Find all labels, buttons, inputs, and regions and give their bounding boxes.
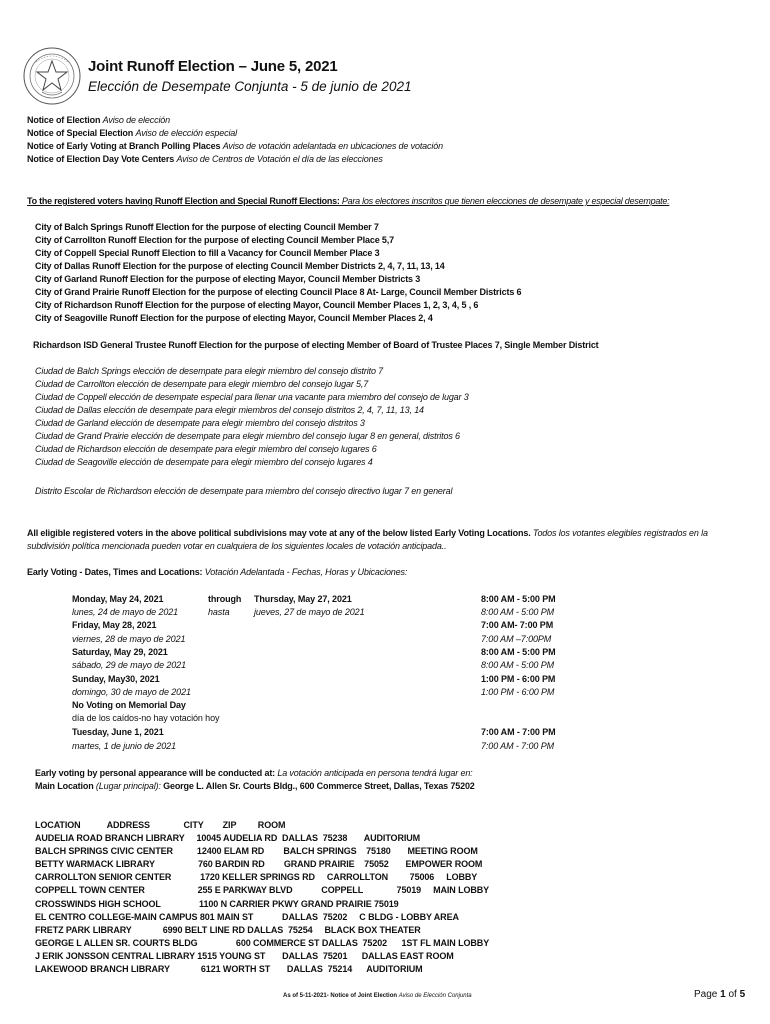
election-item: City of Carrollton Runoff Election for the purpose of electing Council Member Place 5,7 <box>35 235 394 245</box>
election-item-spanish: Ciudad de Garland elección de desempate para elegir miembro del consejo distritos 3 <box>35 418 365 428</box>
schedule-date-spanish: lunes, 24 de mayo de 2021 <box>72 607 179 617</box>
schedule-hours: 7:00 AM - 7:00 PM <box>481 727 556 737</box>
election-item-spanish: Ciudad de Dallas elección de desempate para elegir miembros del consejo distritos 2, 4, 7, 11, 13, 14 <box>35 405 424 415</box>
isd-election: Richardson ISD General Trustee Runoff Election for the purpose of electing Member of Board of Trustee Places 7, Single Member District <box>33 340 599 350</box>
memorial-day-note: No Voting on Memorial Day <box>72 700 186 710</box>
location-row: CROSSWINDS HIGH SCHOOL 1100 N CARRIER PKWY GRAND PRAIRIE 75019 <box>35 899 399 909</box>
election-item: City of Richardson Runoff Election for the purpose of electing Mayor, Council Member Places 1, 2, 3, 4, 5 , 6 <box>35 300 479 310</box>
schedule-through-spanish: hasta <box>208 607 230 617</box>
page-title-spanish: Elección de Desempate Conjunta - 5 de junio de 2021 <box>88 79 412 94</box>
locations-header: LOCATION ADDRESS CITY ZIP ROOM <box>35 820 286 830</box>
schedule-end-date: Thursday, May 27, 2021 <box>254 594 352 604</box>
schedule-through: through <box>208 594 242 604</box>
location-row: BALCH SPRINGS CIVIC CENTER 12400 ELAM RD BALCH SPRINGS 75180 MEETING ROOM <box>35 846 478 856</box>
election-item-spanish: Ciudad de Balch Springs elección de desempate para elegir miembro del consejo distrito 7 <box>35 366 384 376</box>
election-item: City of Dallas Runoff Election for the purpose of electing Council Member Districts 2, 4, 7, 11, 13, 14 <box>35 261 445 271</box>
schedule-hours-spanish: 8:00 AM - 5:00 PM <box>481 607 554 617</box>
schedule-date: Sunday, May30, 2021 <box>72 674 160 684</box>
schedule-date-spanish: martes, 1 de junio de 2021 <box>72 741 176 751</box>
schedule-hours-spanish: 1:00 PM - 6:00 PM <box>481 687 555 697</box>
election-item: City of Coppell Special Runoff Election to fill a Vacancy for Council Member Place 3 <box>35 248 380 258</box>
memorial-day-note-spanish: día de los caídos-no hay votación hoy <box>72 713 220 723</box>
schedule-date: Friday, May 28, 2021 <box>72 620 157 630</box>
isd-election-spanish: Distrito Escolar de Richardson elección de desempate para miembro del consejo directivo lugar 7 en general <box>35 486 453 496</box>
schedule-end-date-spanish: jueves, 27 de mayo de 2021 <box>254 607 365 617</box>
election-item: City of Seagoville Runoff Election for the purpose of electing Mayor, Council Member Places 2, 4 <box>35 313 433 323</box>
location-row: GEORGE L ALLEN SR. COURTS BLDG 600 COMMERCE ST DALLAS 75202 1ST FL MAIN LOBBY <box>35 938 490 948</box>
location-row: EL CENTRO COLLEGE-MAIN CAMPUS 801 MAIN ST DALLAS 75202 C BLDG - LOBBY AREA <box>35 912 459 922</box>
schedule-hours: 1:00 PM - 6:00 PM <box>481 674 556 684</box>
schedule-date: Monday, May 24, 2021 <box>72 594 164 604</box>
schedule-hours: 8:00 AM - 5:00 PM <box>481 647 556 657</box>
election-item-spanish: Ciudad de Seagoville elección de desempate para elegir miembro del consejo lugares 4 <box>35 457 373 467</box>
location-row: J ERIK JONSSON CENTRAL LIBRARY 1515 YOUNG ST DALLAS 75201 DALLAS EAST ROOM <box>35 951 454 961</box>
schedule-hours-spanish: 7:00 AM –7:00PM <box>481 634 552 644</box>
schedule-date: Tuesday, June 1, 2021 <box>72 727 164 737</box>
schedule-date-spanish: domingo, 30 de mayo de 2021 <box>72 687 191 697</box>
eligible-paragraph: All eligible registered voters in the above political subdivisions may vote at any of the below listed Early Voting Locations. Todos los votantes elegibles registrados en la subdivisión política mencionada pueden votar en cualquiera de los siguientes locales de votación anticipada.. <box>27 528 708 551</box>
notice-line: Notice of Election Aviso de elección <box>27 115 170 125</box>
election-item: City of Balch Springs Runoff Election for the purpose of electing Council Member 7 <box>35 222 379 232</box>
election-item-spanish: Ciudad de Coppell elección de desempate especial para llenar una vacante para miembro del consejo de lugar 3 <box>35 392 469 402</box>
schedule-hours-spanish: 8:00 AM - 5:00 PM <box>481 660 554 670</box>
schedule-hours-spanish: 7:00 AM - 7:00 PM <box>481 741 554 751</box>
early-voting-heading: Early Voting - Dates, Times and Locations: Votación Adelantada - Fechas, Horas y Ubicaciones: <box>27 567 408 577</box>
footer-note: As of 5-11-2021- Notice of Joint Election Aviso de Elección Conjunta <box>283 993 472 999</box>
notice-line: Notice of Election Day Vote Centers Aviso de Centros de Votación el día de las elecciones <box>27 154 383 164</box>
in-person-heading: Early voting by personal appearance will be conducted at: La votación anticipada en persona tendrá lugar en: <box>35 768 473 778</box>
location-row: BETTY WARMACK LIBRARY 760 BARDIN RD GRAND PRAIRIE 75052 EMPOWER ROOM <box>35 859 483 869</box>
election-item: City of Grand Prairie Runoff Election for the purpose of electing Council Place 8 At- Large, Council Member Districts 6 <box>35 287 522 297</box>
schedule-hours: 7:00 AM- 7:00 PM <box>481 620 554 630</box>
location-row: LAKEWOOD BRANCH LIBRARY 6121 WORTH ST DALLAS 75214 AUDITORIUM <box>35 964 423 974</box>
notice-line: Notice of Special Election Aviso de elección especial <box>27 128 237 138</box>
voters-intro: To the registered voters having Runoff Election and Special Runoff Elections: Para los electores inscritos que tienen elecciones de desempate y especial desempate: <box>27 196 670 206</box>
election-item-spanish: Ciudad de Carrollton elección de desempate para elegir miembro del consejo lugar 5,7 <box>35 379 369 389</box>
location-row: COPPELL TOWN CENTER 255 E PARKWAY BLVD COPPELL 75019 MAIN LOBBY <box>35 885 490 895</box>
schedule-hours: 8:00 AM - 5:00 PM <box>481 594 556 604</box>
notice-line: Notice of Early Voting at Branch Polling Places Aviso de votación adelantada en ubicaciones de votación <box>27 141 443 151</box>
schedule-date: Saturday, May 29, 2021 <box>72 647 168 657</box>
location-row: AUDELIA ROAD BRANCH LIBRARY 10045 AUDELIA RD DALLAS 75238 AUDITORIUM <box>35 833 421 843</box>
page-title: Joint Runoff Election – June 5, 2021 <box>88 58 338 75</box>
election-item-spanish: Ciudad de Grand Prairie elección de desempate para elegir miembro del consejo lugar 8 en general, distritos 6 <box>35 431 460 441</box>
election-item-spanish: Ciudad de Richardson elección de desempate para elegir miembro del consejo lugares 6 <box>35 444 377 454</box>
page-number: Page 1 of 5 <box>694 989 746 1000</box>
schedule-date-spanish: viernes, 28 de mayo de 2021 <box>72 634 186 644</box>
main-location: Main Location (Lugar principal): George L. Allen Sr. Courts Bldg., 600 Commerce Street, Dallas, Texas 75202 <box>35 781 475 791</box>
location-row: FRETZ PARK LIBRARY 6990 BELT LINE RD DALLAS 75254 BLACK BOX THEATER <box>35 925 421 935</box>
location-row: CARROLLTON SENIOR CENTER 1720 KELLER SPRINGS RD CARROLLTON 75006 LOBBY <box>35 872 478 882</box>
county-seal-logo <box>22 46 82 106</box>
schedule-date-spanish: sábado, 29 de mayo de 2021 <box>72 660 186 670</box>
election-item: City of Garland Runoff Election for the purpose of electing Mayor, Council Member Districts 3 <box>35 274 421 284</box>
